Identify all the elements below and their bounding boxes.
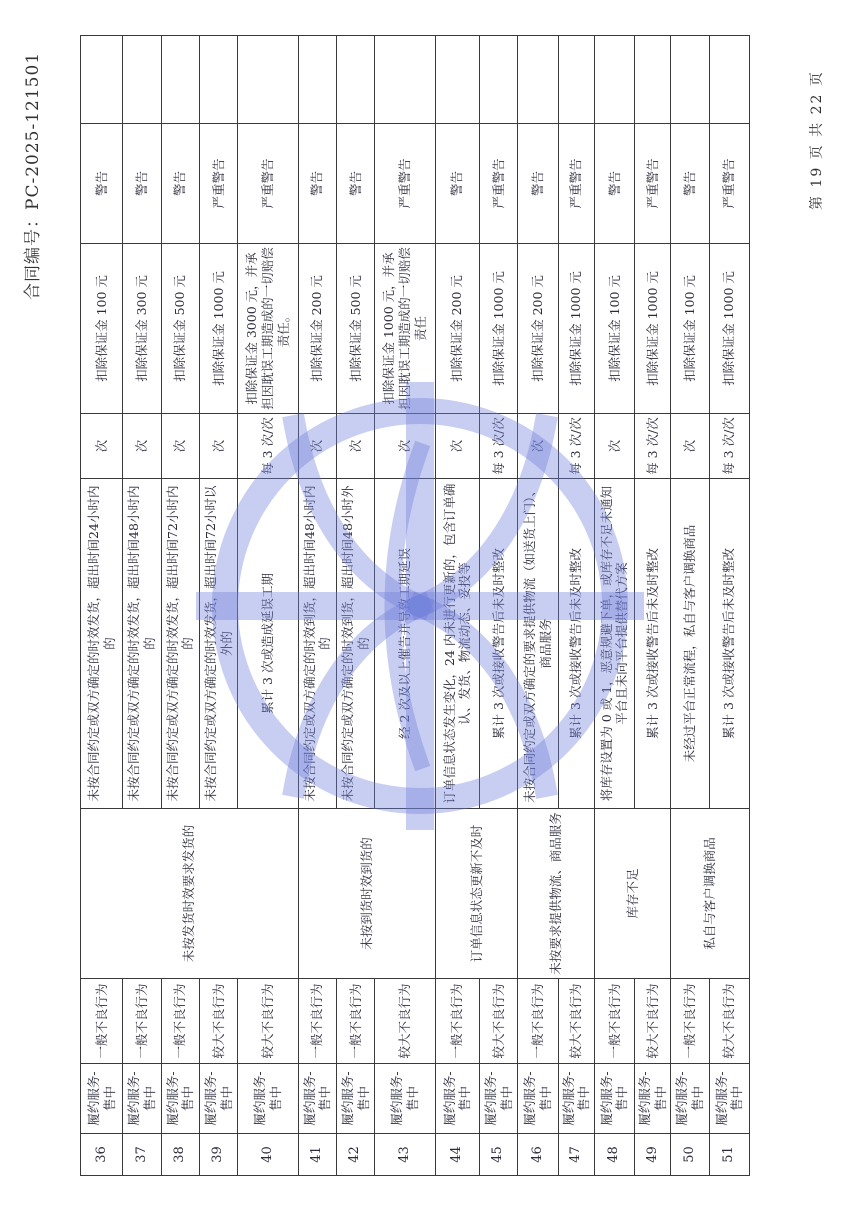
sanction-cell: 警告 [435, 124, 479, 244]
blank-cell [635, 36, 671, 124]
penalty-cell: 扣除保证金 100 元 [671, 244, 709, 414]
desc-cell: 未按合同约定或双方确定的时效发货，超出时间72小时以外的 [199, 479, 237, 809]
sanction-cell: 严重警告 [479, 124, 517, 244]
sanction-cell: 警告 [671, 124, 709, 244]
penalty-cell: 扣除保证金 1000 元 [479, 244, 517, 414]
desc-cell: 累计 3 次或接收警告后未及时整改 [558, 479, 594, 809]
sanction-cell: 严重警告 [709, 124, 749, 244]
level-cell: 较大不良行为 [479, 979, 517, 1064]
desc-cell: 未按合同约定或双方确定的时效到货，超出时间48小时内的 [298, 479, 336, 809]
type-cell: 库存不足 [594, 809, 671, 979]
blank-cell [81, 36, 123, 124]
desc-cell: 未按合同约定或双方确定的时效发货，超出时间72小时内的 [161, 479, 199, 809]
desc-cell: 未经过平台正常流程，私自与客户调换商品 [671, 479, 709, 809]
row-number: 39 [199, 1134, 237, 1176]
unit-cell: 每 3 次/次 [238, 414, 298, 479]
penalty-table-area [80, 36, 750, 1176]
stage-cell: 履约服务-售中 [161, 1064, 199, 1134]
desc-cell: 订单信息状态发生变化，24 内未进行更新的，包含订单确认、发货、物流动态、妥投等 [435, 479, 479, 809]
stage-cell: 履约服务-售中 [518, 1064, 558, 1134]
stage-cell: 履约服务-售中 [375, 1064, 435, 1134]
type-cell: 订单信息状态更新不及时 [435, 809, 518, 979]
desc-cell: 经 2 次及以上催告并导致工期延误 [375, 479, 435, 809]
unit-cell: 每 3 次/次 [709, 414, 749, 479]
stage-cell: 履约服务-售中 [81, 1064, 123, 1134]
blank-cell [479, 36, 517, 124]
sanction-cell: 严重警告 [199, 124, 237, 244]
type-cell: 未按发货时效要求发货的 [81, 809, 299, 979]
table-row [375, 36, 435, 1176]
blank-cell [435, 36, 479, 124]
penalty-cell: 扣除保证金 1000 元 [635, 244, 671, 414]
row-number: 37 [123, 1134, 161, 1176]
desc-cell: 未按合同约定或双方确定的时效到货，超出时间48小时外的 [336, 479, 374, 809]
sanction-cell: 严重警告 [558, 124, 594, 244]
penalty-cell: 扣除保证金 500 元 [336, 244, 374, 414]
type-cell: 私自与客户调换商品 [671, 809, 750, 979]
desc-cell: 累计 3 次或接收警告后未及时整改 [635, 479, 671, 809]
penalty-cell: 扣除保证金 3000 元，并承担因耽误工期造成的一切赔偿责任。 [238, 244, 298, 414]
page-number: 第 19 页 共 22 页 [809, 70, 825, 210]
unit-cell: 每 3 次/次 [479, 414, 517, 479]
stage-cell: 履约服务-售中 [238, 1064, 298, 1134]
row-number: 48 [594, 1134, 634, 1176]
stage-cell: 履约服务-售中 [709, 1064, 749, 1134]
blank-cell [336, 36, 374, 124]
penalty-cell: 扣除保证金 1000 元 [558, 244, 594, 414]
row-number: 49 [635, 1134, 671, 1176]
level-cell: 一般不良行为 [298, 979, 336, 1064]
unit-cell: 次 [435, 414, 479, 479]
table-row [594, 36, 634, 1176]
blank-cell [298, 36, 336, 124]
contract-number: 合同编号：PC-2025-121501 [23, 51, 43, 300]
stage-cell: 履约服务-售中 [671, 1064, 709, 1134]
penalty-cell: 扣除保证金 200 元 [298, 244, 336, 414]
desc-cell: 累计 3 次或接收警告后未及时整改 [479, 479, 517, 809]
penalty-cell: 扣除保证金 100 元 [594, 244, 634, 414]
penalty-table [80, 35, 750, 1176]
sanction-cell: 警告 [518, 124, 558, 244]
sanction-cell: 警告 [81, 124, 123, 244]
type-cell: 未按要求提供物流、商品服务 [518, 809, 595, 979]
row-number: 47 [558, 1134, 594, 1176]
level-cell: 一般不良行为 [336, 979, 374, 1064]
sanction-cell: 警告 [161, 124, 199, 244]
level-cell: 较大不良行为 [709, 979, 749, 1064]
stage-cell: 履约服务-售中 [635, 1064, 671, 1134]
row-number: 44 [435, 1134, 479, 1176]
blank-cell [671, 36, 709, 124]
row-number: 38 [161, 1134, 199, 1176]
stage-cell: 履约服务-售中 [199, 1064, 237, 1134]
unit-cell: 次 [518, 414, 558, 479]
unit-cell: 每 3 次/次 [635, 414, 671, 479]
stage-cell: 履约服务-售中 [479, 1064, 517, 1134]
penalty-cell: 扣除保证金 500 元 [161, 244, 199, 414]
level-cell: 一般不良行为 [123, 979, 161, 1064]
level-cell: 较大不良行为 [635, 979, 671, 1064]
desc-cell: 累计 3 次或接收警告后未及时整改 [709, 479, 749, 809]
blank-cell [199, 36, 237, 124]
stage-cell: 履约服务-售中 [336, 1064, 374, 1134]
sanction-cell: 警告 [336, 124, 374, 244]
penalty-cell: 扣除保证金 200 元 [518, 244, 558, 414]
blank-cell [238, 36, 298, 124]
sanction-cell: 警告 [298, 124, 336, 244]
table-row [671, 36, 709, 1176]
stage-cell: 履约服务-售中 [594, 1064, 634, 1134]
table-row [518, 36, 558, 1176]
sanction-cell: 警告 [594, 124, 634, 244]
sanction-cell: 严重警告 [375, 124, 435, 244]
table-row [238, 36, 298, 1176]
table-row [81, 36, 123, 1176]
table-row [298, 36, 336, 1176]
level-cell: 较大不良行为 [375, 979, 435, 1064]
unit-cell: 次 [199, 414, 237, 479]
desc-cell: 累计 3 次或造成延误工期 [238, 479, 298, 809]
penalty-cell: 扣除保证金 1000 元 [709, 244, 749, 414]
level-cell: 较大不良行为 [199, 979, 237, 1064]
blank-cell [594, 36, 634, 124]
unit-cell: 次 [336, 414, 374, 479]
row-number: 40 [238, 1134, 298, 1176]
level-cell: 一般不良行为 [518, 979, 558, 1064]
desc-cell: 未按合同约定或双方确定的要求提供物流（如送货上门）、商品服务 [518, 479, 558, 809]
penalty-cell: 扣除保证金 300 元 [123, 244, 161, 414]
table-row [336, 36, 374, 1176]
unit-cell: 次 [123, 414, 161, 479]
unit-cell: 次 [161, 414, 199, 479]
sanction-cell: 严重警告 [635, 124, 671, 244]
level-cell: 一般不良行为 [81, 979, 123, 1064]
stage-cell: 履约服务-售中 [298, 1064, 336, 1134]
sanction-cell: 警告 [123, 124, 161, 244]
level-cell: 一般不良行为 [671, 979, 709, 1064]
table-row [558, 36, 594, 1176]
table-row [635, 36, 671, 1176]
penalty-cell: 扣除保证金 100 元 [81, 244, 123, 414]
stage-cell: 履约服务-售中 [123, 1064, 161, 1134]
unit-cell: 次 [81, 414, 123, 479]
blank-cell [375, 36, 435, 124]
row-number: 42 [336, 1134, 374, 1176]
unit-cell: 次 [298, 414, 336, 479]
table-row [709, 36, 749, 1176]
row-number: 43 [375, 1134, 435, 1176]
row-number: 36 [81, 1134, 123, 1176]
sanction-cell: 严重警告 [238, 124, 298, 244]
desc-cell: 将库存设置为 0 或 1，恶意规避下单，或库存不足未通知平台且未向平台提供替代方案 [594, 479, 634, 809]
row-number: 45 [479, 1134, 517, 1176]
desc-cell: 未按合同约定或双方确定的时效发货，超出时间48小时内的 [123, 479, 161, 809]
blank-cell [558, 36, 594, 124]
stage-cell: 履约服务-售中 [558, 1064, 594, 1134]
penalty-cell: 扣除保证金 1000 元，并承担因耽误工期造成的一切赔偿责任 [375, 244, 435, 414]
level-cell: 较大不良行为 [238, 979, 298, 1064]
level-cell: 一般不良行为 [594, 979, 634, 1064]
row-number: 46 [518, 1134, 558, 1176]
type-cell: 未按到货时效到货的 [298, 809, 435, 979]
blank-cell [709, 36, 749, 124]
unit-cell: 次 [594, 414, 634, 479]
stage-cell: 履约服务-售中 [435, 1064, 479, 1134]
table-row [479, 36, 517, 1176]
level-cell: 一般不良行为 [161, 979, 199, 1064]
penalty-cell: 扣除保证金 200 元 [435, 244, 479, 414]
row-number: 41 [298, 1134, 336, 1176]
table-row [161, 36, 199, 1176]
table-row [123, 36, 161, 1176]
unit-cell: 每 3 次/次 [558, 414, 594, 479]
row-number: 51 [709, 1134, 749, 1176]
unit-cell: 次 [671, 414, 709, 479]
table-row [435, 36, 479, 1176]
blank-cell [161, 36, 199, 124]
unit-cell: 次 [375, 414, 435, 479]
table-row [199, 36, 237, 1176]
blank-cell [518, 36, 558, 124]
desc-cell: 未按合同约定或双方确定的时效发货，超出时间24小时内的 [81, 479, 123, 809]
level-cell: 较大不良行为 [558, 979, 594, 1064]
row-number: 50 [671, 1134, 709, 1176]
penalty-cell: 扣除保证金 1000 元 [199, 244, 237, 414]
level-cell: 一般不良行为 [435, 979, 479, 1064]
blank-cell [123, 36, 161, 124]
